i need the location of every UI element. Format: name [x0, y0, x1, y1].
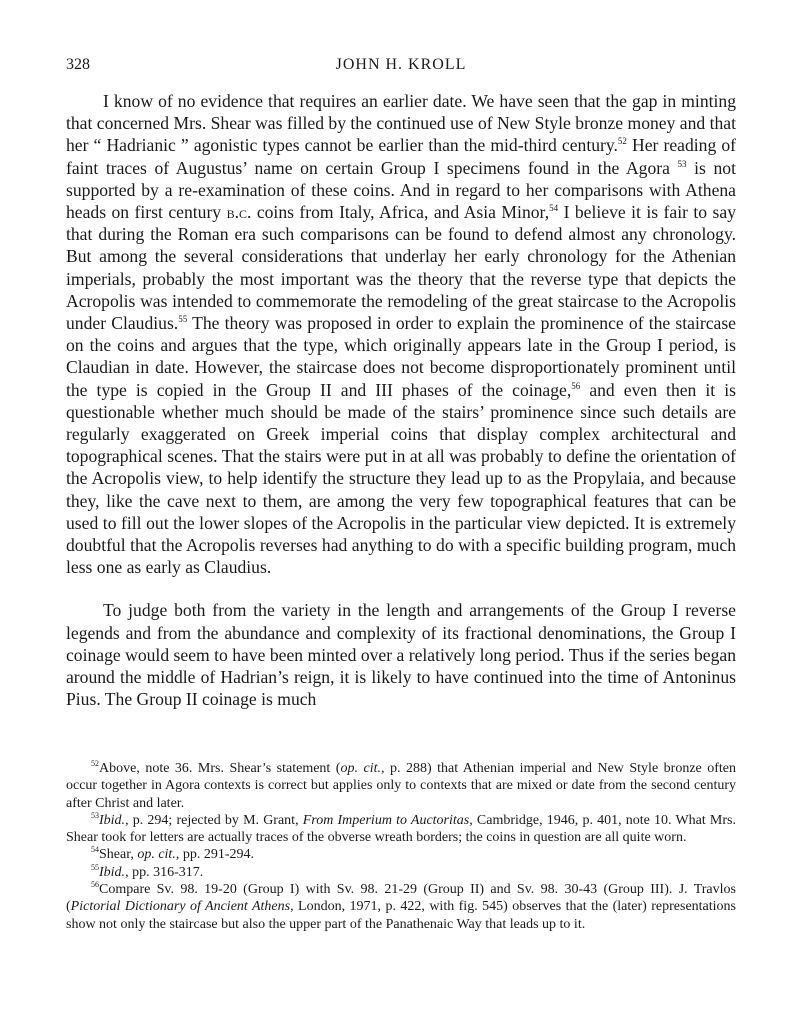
paragraph-text: The theory was proposed in order to explain the prominence of the staircase on the coins and argues that the type, which originally appears late in the Group I period, is Claudian in date. However, the staircase does not become disproportionately prominent until the type is copied in the Group II and III phases of the coinage, — [66, 313, 736, 400]
citation-title: op. cit. — [340, 761, 381, 776]
footnote-number: 52 — [91, 759, 99, 768]
paragraph-text: is not supported by a re-examination of these coins. And in regard to her comparisons with Athena heads on first century — [66, 157, 736, 223]
paragraph: To judge both from the variety in the length and arrangements of the Group I reverse legends and from the abundance and complexity of its fractional denominations, the Group I coinage would seem to have been minted over a relatively long period. Thus if the series began around the middle of Hadrian’s reign, it is likely to have continued into the time of Antoninus Pius. The Group II coinage is much — [66, 600, 736, 710]
footnote-text: , p. 288) that Athenian imperial and New Style bronze often occur together in Agora contexts is correct but applies only to contexts that are mixed or date from the second century after Christ and later. — [66, 761, 736, 811]
footnote-55 — [66, 864, 736, 881]
body-text — [66, 90, 736, 710]
footnote-53 — [66, 812, 736, 847]
citation-title: Ibid. — [99, 812, 126, 828]
paragraph-text: coins from Italy, Africa, and Asia Minor, — [251, 202, 550, 223]
footnotes — [66, 760, 736, 933]
footnote-text: , p. 294; rejected by M. Grant, — [125, 812, 303, 828]
footnote-text: Above, note 36. Mrs. Shear’s statement ( — [99, 761, 341, 776]
footnote-text: , pp. 291-294. — [175, 847, 254, 863]
footnote-text: , pp. 316-317. — [125, 864, 204, 880]
footnote-number: 56 — [91, 880, 99, 890]
footnote-number: 53 — [91, 810, 99, 820]
note-ref-53[interactable]: 53 — [677, 158, 687, 169]
paragraph-text: I believe it is fair to say that during the Roman era such comparisons can be found to defend almost any chronology. But among the several considerations that underlay her early chronology for the Athenian imperials, probably the most important was the theory that the reverse type that depicts the Acropolis was intended to commemorate the remodeling of the great staircase to the Acropolis under Claudius. — [66, 202, 737, 334]
footnote-56 — [66, 881, 736, 933]
footnote-number: 54 — [91, 845, 99, 855]
note-ref-52[interactable]: 52 — [617, 136, 627, 147]
footnote-text: , Cambridge, 1946, p. 401, note 10. What Mrs. Shear took for letters are actually traces of the obverse wreath borders; the coins in question are all quite worn. — [66, 812, 736, 846]
note-ref-54[interactable]: 54 — [549, 203, 559, 214]
paragraph-text: Her reading of faint traces of Augustus’ name on certain Group I specimens found in the Agora — [66, 135, 736, 178]
footnote-text: Compare Sv. 98. 19-20 (Group I) with Sv. 98. 21-29 (Group II) and Sv. 98. 30-43 (Group III). J. Travlos ( — [66, 882, 736, 915]
running-head: JOHN H. KROLL — [335, 56, 467, 73]
footnote-number: 55 — [91, 862, 99, 872]
paragraph-text: and even then it is questionable whether much should be made of the stairs’ prominence since such details are regularly exaggerated on Greek imperial coins that display complex architectural and topographical scenes. That the stairs were put in at all was probably to define the orientation of the Acropolis view, to help identify the structure they lead up to as the Propylaia, and because they, like the cave next to them, are among the very few topographical features that can be used to fill out the lower slopes of the Acropolis in the particular view depicted. It is extremely doubtful that the Acropolis reverses had anything to do with a specific building program, much less one as early as Claudius. — [66, 379, 736, 578]
citation-title: From Imperium to Auctoritas — [302, 812, 470, 828]
paragraph — [66, 90, 736, 578]
citation-title: Ibid. — [99, 864, 126, 880]
paragraph-text: I know of no evidence that requires an earlier date. We have seen that the gap in minting that concerned Mrs. Shear was filled by the continued use of New Style bronze money and that her “ Hadrianic ” agonistic types cannot be earlier than the mid-third century. — [66, 91, 736, 156]
footnote-52 — [66, 760, 736, 812]
page-number: 328 — [66, 56, 90, 73]
citation-title: op. cit. — [137, 847, 176, 863]
page-header — [66, 56, 736, 78]
era-abbreviation: b.c. — [226, 202, 252, 223]
note-ref-56[interactable]: 56 — [571, 380, 581, 391]
footnote-54 — [66, 846, 736, 863]
citation-title: Pictorial Dictionary of Ancient Athens — [70, 899, 291, 915]
footnote-text: , London, 1971, p. 422, with fig. 545) observes that the (later) representations show not only the staircase but also the upper part of the Panathenaic Way that leads up to it. — [66, 899, 736, 932]
footnote-text: Shear, — [99, 847, 138, 863]
note-ref-55[interactable]: 55 — [178, 314, 188, 325]
